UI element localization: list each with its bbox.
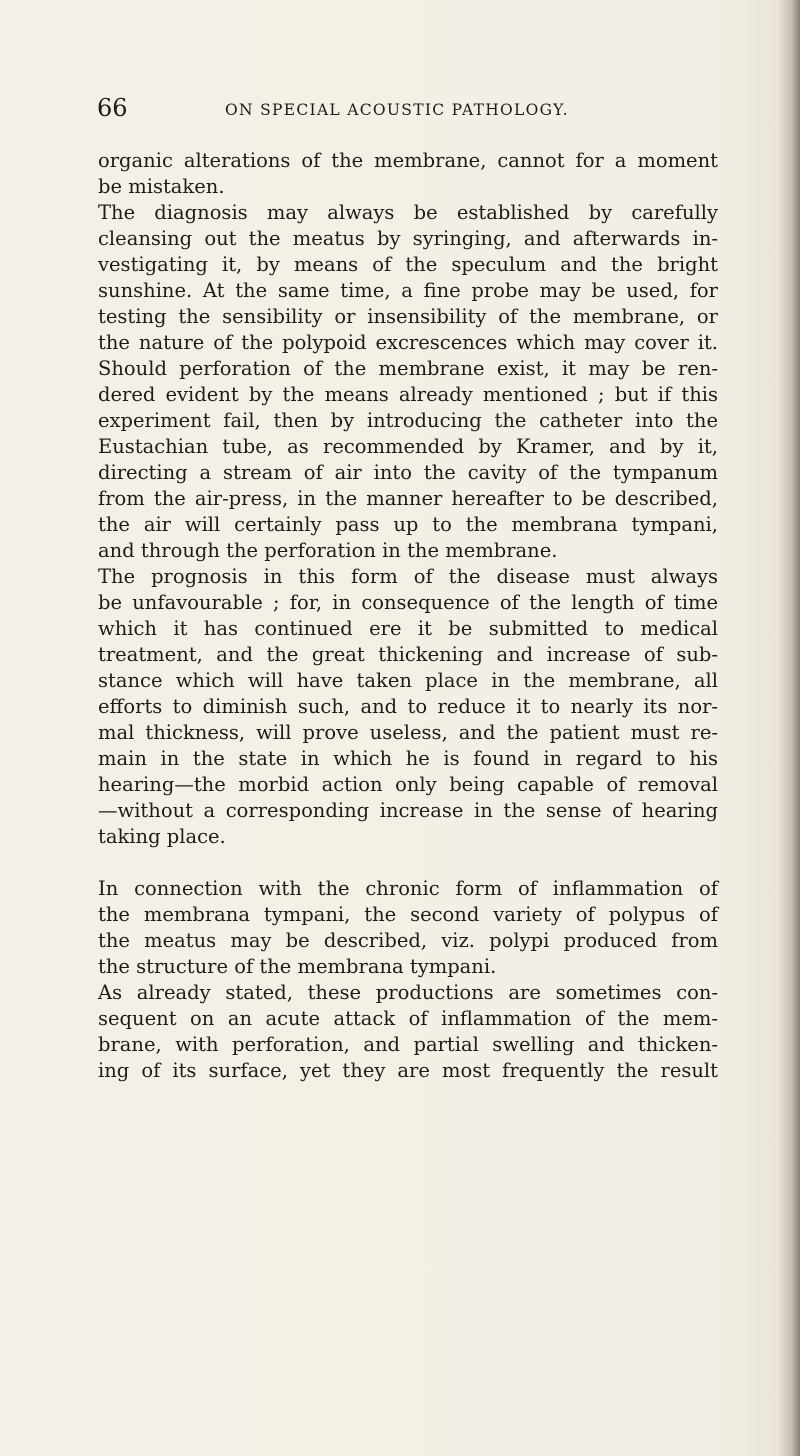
text-line: the air will certainly pass up to the membrana tympani, bbox=[98, 513, 718, 536]
text-line: the nature of the polypoid excrescences which may cover it. bbox=[98, 331, 718, 354]
text-line: efforts to diminish such, and to reduce it to nearly its nor- bbox=[98, 695, 718, 718]
text-line: the meatus may be described, viz. polypi produced from bbox=[98, 929, 718, 952]
text-line: hearing—the morbid action only being capable of removal bbox=[98, 773, 718, 796]
text-line: organic alterations of the membrane, cannot for a moment bbox=[98, 149, 718, 172]
running-title: ON SPECIAL ACOUSTIC PATHOLOGY. bbox=[225, 101, 569, 119]
text-line: directing a stream of air into the cavity of the tympanum bbox=[98, 461, 718, 484]
text-line: Should perforation of the membrane exist, it may be ren- bbox=[98, 357, 718, 380]
text-line: ing of its surface, yet they are most frequently the result bbox=[98, 1059, 718, 1082]
page-edge-shadow bbox=[778, 0, 800, 1456]
page-header bbox=[97, 93, 725, 123]
text-line: As already stated, these productions are sometimes con- bbox=[98, 981, 718, 1004]
text-line: experiment fail, then by introducing the catheter into the bbox=[98, 409, 718, 432]
text-line: stance which will have taken place in the membrane, all bbox=[98, 669, 718, 692]
text-line: the membrana tympani, the second variety of polypus of bbox=[98, 903, 718, 926]
text-line: sunshine. At the same time, a fine probe may be used, for bbox=[98, 279, 718, 302]
text-line: be mistaken. bbox=[98, 175, 225, 198]
text-line: brane, with perforation, and partial swelling and thicken- bbox=[98, 1033, 718, 1056]
page-number: 66 bbox=[97, 94, 128, 122]
text-line: taking place. bbox=[98, 825, 226, 848]
body-text bbox=[98, 148, 718, 1084]
text-line: mal thickness, will prove useless, and the patient must re- bbox=[98, 721, 718, 744]
text-line: vestigating it, by means of the speculum and the bright bbox=[98, 253, 718, 276]
text-line: testing the sensibility or insensibility of the membrane, or bbox=[98, 305, 718, 328]
text-line: The diagnosis may always be established by carefully bbox=[98, 201, 718, 224]
text-line: treatment, and the great thickening and increase of sub- bbox=[98, 643, 718, 666]
text-line: —without a corresponding increase in the sense of hearing bbox=[98, 799, 718, 822]
text-line: from the air-press, in the manner hereafter to be described, bbox=[98, 487, 718, 510]
text-line: cleansing out the meatus by syringing, and afterwards in- bbox=[98, 227, 718, 250]
text-line: Eustachian tube, as recommended by Kramer, and by it, bbox=[98, 435, 718, 458]
text-line: The prognosis in this form of the disease must always bbox=[98, 565, 718, 588]
text-line: sequent on an acute attack of inflammation of the mem- bbox=[98, 1007, 718, 1030]
text-line: main in the state in which he is found in regard to his bbox=[98, 747, 718, 770]
section-gap bbox=[98, 850, 718, 876]
text-line: which it has continued ere it be submitted to medical bbox=[98, 617, 718, 640]
text-line: be unfavourable ; for, in consequence of the length of time bbox=[98, 591, 718, 614]
text-line: dered evident by the means already mentioned ; but if this bbox=[98, 383, 718, 406]
text-line: In connection with the chronic form of inflammation of bbox=[98, 877, 718, 900]
text-line: the structure of the membrana tympani. bbox=[98, 955, 497, 978]
text-line: and through the perforation in the membrane. bbox=[98, 539, 558, 562]
